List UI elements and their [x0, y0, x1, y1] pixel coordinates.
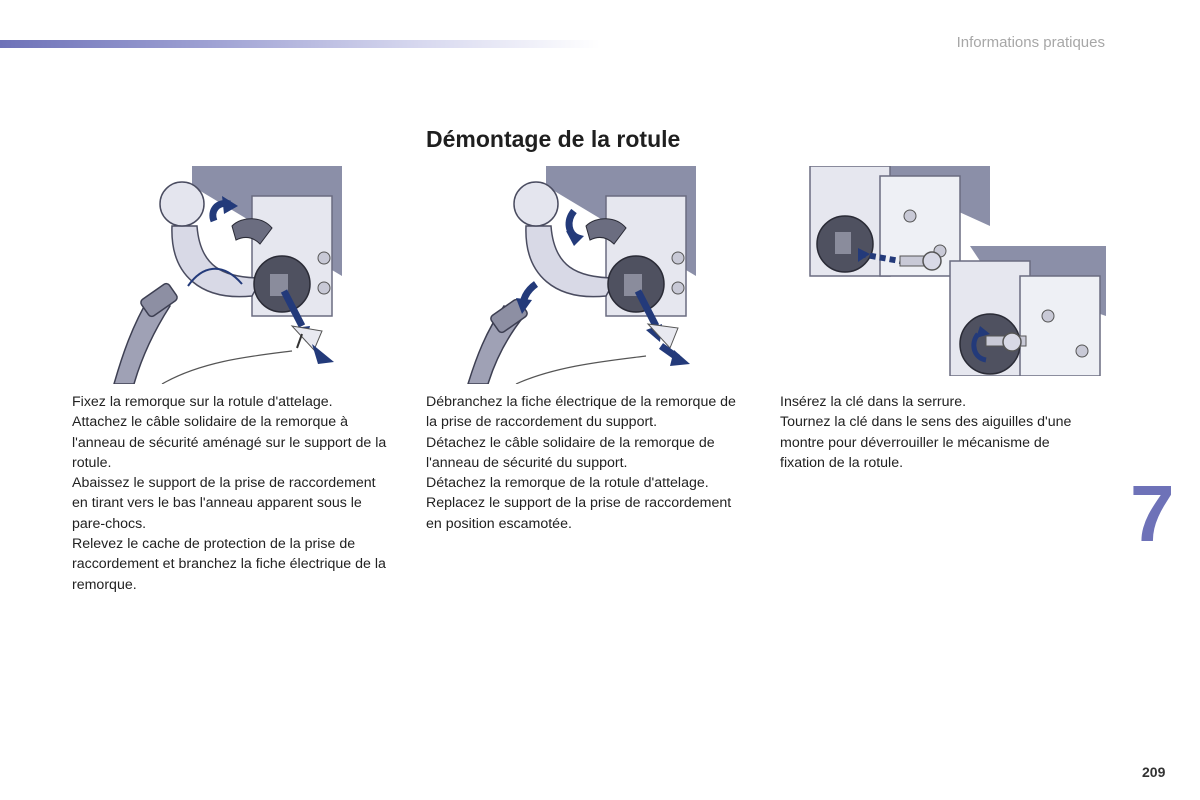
key-unlock-drawing: [790, 166, 1106, 376]
instruction-text: Fixez la remorque sur la rotule d'attelage.: [72, 394, 333, 410]
section-label: Informations pratiques: [956, 34, 1105, 51]
illustration-attach-trailer: [102, 166, 342, 384]
chapter-number: 7: [1130, 469, 1175, 558]
instructions-column-2: [426, 392, 744, 534]
instructions-column-3: [780, 392, 1098, 473]
instruction-text: Détachez la remorque de la rotule d'attelage.: [426, 475, 709, 492]
instructions-column-1: [72, 392, 390, 595]
instruction-text: Replacez le support de la prise de raccordement en position escamotée.: [426, 495, 732, 532]
instruction-text: Abaissez le support de la prise de raccordement en tirant vers le bas l'anneau apparent sous le pare-chocs.: [72, 475, 376, 532]
page-number: 209: [1142, 764, 1166, 780]
instruction-text: Relevez le cache de protection de la prise de raccordement et branchez la fiche électrique de la remorque.: [72, 536, 386, 593]
instruction-text: Tournez la clé dans le sens des aiguilles d'une montre pour déverrouiller le mécanisme de fixation de la rotule.: [780, 414, 1072, 471]
illustration-detach-trailer: [456, 166, 696, 384]
hitch-attach-drawing: [102, 166, 342, 384]
hitch-detach-drawing: [456, 166, 696, 384]
page-title: Démontage de la rotule: [426, 126, 681, 152]
instruction-text: Débranchez la fiche électrique de la remorque de la prise de raccordement du support.: [426, 394, 736, 431]
instruction-text: Attachez le câble solidaire de la remorque à l'anneau de sécurité aménagé sur le support de la rotule.: [72, 414, 387, 471]
header-gradient-bar: [0, 40, 600, 48]
instruction-text: Détachez le câble solidaire de la remorque de l'anneau de sécurité du support.: [426, 434, 715, 471]
instruction-text: Insérez la clé dans la serrure.: [780, 394, 967, 410]
illustration-unlock-key: [790, 166, 1106, 376]
